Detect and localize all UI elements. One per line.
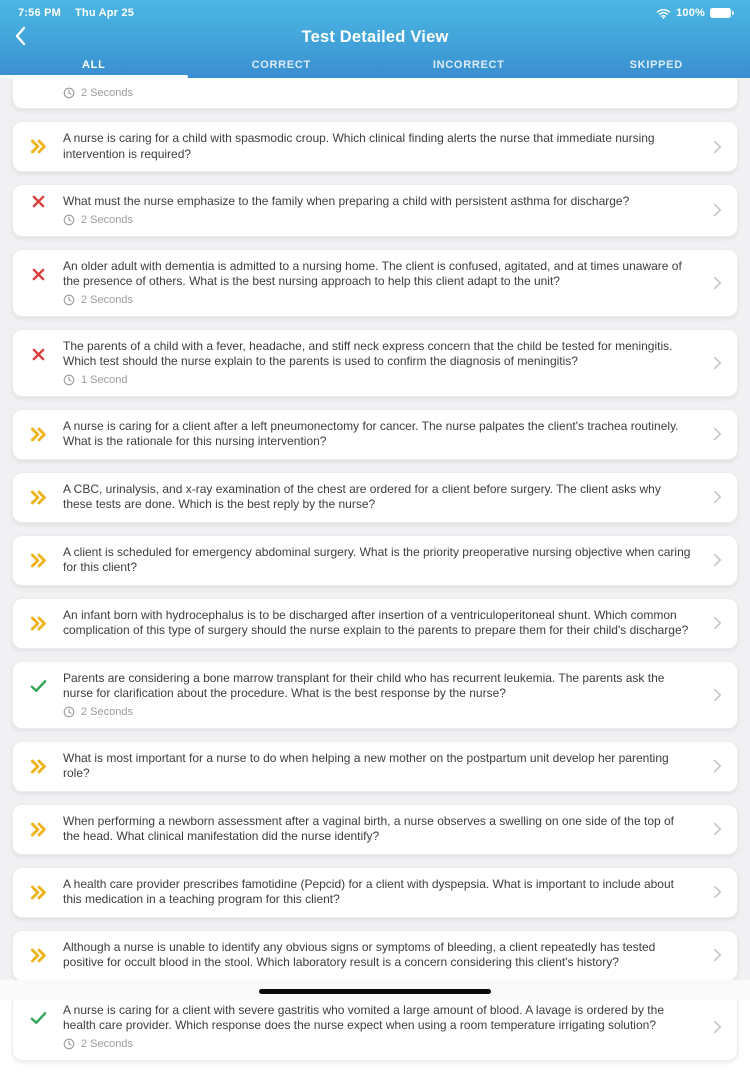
skipped-icon: [29, 553, 48, 568]
status-bar: [0, 0, 750, 22]
chevron-right-icon: [713, 822, 722, 837]
battery-percent: 100%: [676, 7, 705, 19]
nav-bar: [0, 22, 750, 52]
question-card[interactable]: [12, 249, 738, 317]
question-row: [29, 940, 693, 971]
question-row: [29, 877, 693, 908]
clock-icon: [63, 294, 75, 306]
question-row: [29, 194, 693, 210]
question-row: [29, 814, 693, 845]
chevron-right-icon: [713, 553, 722, 568]
question-row: [29, 339, 693, 370]
back-button[interactable]: [14, 24, 38, 48]
page-title: Test Detailed View: [302, 28, 449, 47]
skipped-icon: [29, 822, 48, 837]
tab-bar: [0, 52, 750, 78]
tab-all[interactable]: ALL: [0, 52, 188, 78]
question-list: [0, 78, 750, 1091]
clock-icon: [63, 214, 75, 226]
question-text: A health care provider prescribes famotidine (Pepcid) for a client with dyspepsia. What is important to include about this medication in a teaching program for this client?: [63, 877, 693, 908]
question-card[interactable]: [12, 184, 738, 237]
skipped-icon: [29, 759, 48, 774]
skipped-icon: [29, 948, 48, 963]
correct-icon: [29, 679, 48, 693]
time-row: [63, 86, 693, 99]
time-row: [63, 294, 693, 307]
chevron-right-icon: [713, 616, 722, 631]
question-card[interactable]: [12, 598, 738, 649]
chevron-right-icon: [713, 427, 722, 442]
status-time: 7:56 PM: [18, 7, 61, 19]
status-right: [656, 7, 734, 19]
time-row: [63, 374, 693, 387]
question-row: [29, 259, 693, 290]
chevron-right-icon: [713, 203, 722, 218]
question-row: [29, 671, 693, 702]
status-left: [18, 7, 134, 19]
question-text: A nurse is caring for a client with severe gastritis who vomited a large amount of blood. A lavage is ordered by the health care provider. Which response does the nurse expect when using a room temperature irrigating solution?: [63, 1003, 693, 1034]
question-card[interactable]: [12, 329, 738, 397]
question-text: Parents are considering a bone marrow transplant for their child who has recurrent leukemia. The parents ask the nurse for clarification about the procedure. What is the best response by the nurse?: [63, 671, 693, 702]
clock-icon: [63, 374, 75, 386]
question-text: A CBC, urinalysis, and x-ray examination of the chest are ordered for a client before surgery. The client asks why these tests are done. Which is the best reply by the nurse?: [63, 482, 693, 513]
question-text: A client is scheduled for emergency abdominal surgery. What is the priority preoperative nursing objective when caring for this client?: [63, 545, 693, 576]
question-row: [29, 482, 693, 513]
time-label: 2 Seconds: [81, 214, 133, 226]
skipped-icon: [29, 139, 48, 154]
question-text: What is most important for a nurse to do when helping a new mother on the postpartum unit develop her parenting role?: [63, 751, 693, 782]
incorrect-icon: [29, 194, 48, 209]
question-card[interactable]: [12, 661, 738, 729]
time-label: 1 Second: [81, 374, 127, 386]
chevron-right-icon: [713, 1019, 722, 1034]
question-text: A nurse is caring for a child with spasmodic croup. Which clinical finding alerts the nurse that immediate nursing intervention is required?: [63, 131, 693, 162]
skipped-icon: [29, 427, 48, 442]
chevron-left-icon: [14, 26, 26, 46]
question-card[interactable]: [12, 930, 738, 981]
time-row: [63, 214, 693, 227]
question-row: [29, 751, 693, 782]
question-card-partial[interactable]: [12, 78, 738, 109]
time-label: 2 Seconds: [81, 87, 133, 99]
skipped-icon: [29, 885, 48, 900]
time-label: 2 Seconds: [81, 706, 133, 718]
question-text: An infant born with hydrocephalus is to be discharged after insertion of a ventriculoperitoneal shunt. Which common complication of this type of surgery should the nurse explain to the parents to prepare them for their child's discharge?: [63, 608, 693, 639]
incorrect-icon: [29, 347, 48, 362]
chevron-right-icon: [713, 885, 722, 900]
question-card[interactable]: [12, 741, 738, 792]
incorrect-icon: [29, 267, 48, 282]
status-date: Thu Apr 25: [75, 7, 134, 19]
question-card[interactable]: [12, 472, 738, 523]
tab-incorrect[interactable]: INCORRECT: [375, 52, 563, 78]
home-zone: [0, 980, 750, 1000]
home-indicator[interactable]: [259, 989, 491, 994]
chevron-right-icon: [713, 139, 722, 154]
time-row: [63, 706, 693, 719]
tab-skipped[interactable]: SKIPPED: [563, 52, 750, 78]
question-card[interactable]: [12, 535, 738, 586]
question-row: [29, 1003, 693, 1034]
question-card[interactable]: [12, 993, 738, 1061]
question-text: A nurse is caring for a client after a left pneumonectomy for cancer. The nurse palpates the client's trachea routinely. What is the rationale for this nursing intervention?: [63, 419, 693, 450]
question-row: [29, 131, 693, 162]
question-row: [29, 545, 693, 576]
correct-icon: [29, 1011, 48, 1025]
time-label: 2 Seconds: [81, 1038, 133, 1050]
time-row: [63, 1038, 693, 1051]
tab-correct[interactable]: CORRECT: [188, 52, 376, 78]
question-card[interactable]: [12, 867, 738, 918]
question-card[interactable]: [12, 121, 738, 172]
question-text: The parents of a child with a fever, headache, and stiff neck express concern that the child be tested for meningitis. Which test should the nurse explain to the parents is used to confirm the diagnosis of meningitis?: [63, 339, 693, 370]
clock-icon: [63, 1038, 75, 1050]
time-label: 2 Seconds: [81, 294, 133, 306]
chevron-right-icon: [713, 759, 722, 774]
wifi-icon: [656, 8, 671, 19]
question-card[interactable]: [12, 409, 738, 460]
question-text: What must the nurse emphasize to the family when preparing a child with persistent asthma for discharge?: [63, 194, 693, 210]
clock-icon: [63, 87, 75, 99]
clock-icon: [63, 706, 75, 718]
battery-icon: [710, 8, 734, 18]
question-card[interactable]: [12, 804, 738, 855]
question-row: [29, 419, 693, 450]
chevron-right-icon: [713, 490, 722, 505]
skipped-icon: [29, 616, 48, 631]
chevron-right-icon: [713, 355, 722, 370]
question-text: Although a nurse is unable to identify any obvious signs or symptoms of bleeding, a client repeatedly has tested positive for occult blood in the stool. Which laboratory result is a concern considering this client's history?: [63, 940, 693, 971]
app-header: [0, 0, 750, 78]
question-row: [29, 608, 693, 639]
chevron-right-icon: [713, 687, 722, 702]
chevron-right-icon: [713, 275, 722, 290]
skipped-icon: [29, 490, 48, 505]
question-text: An older adult with dementia is admitted to a nursing home. The client is confused, agitated, and at times unaware of the presence of others. What is the best nursing approach to help this client adapt to the unit?: [63, 259, 693, 290]
chevron-right-icon: [713, 948, 722, 963]
question-text: When performing a newborn assessment after a vaginal birth, a nurse observes a swelling on one side of the top of the head. What clinical manifestation did the nurse identify?: [63, 814, 693, 845]
